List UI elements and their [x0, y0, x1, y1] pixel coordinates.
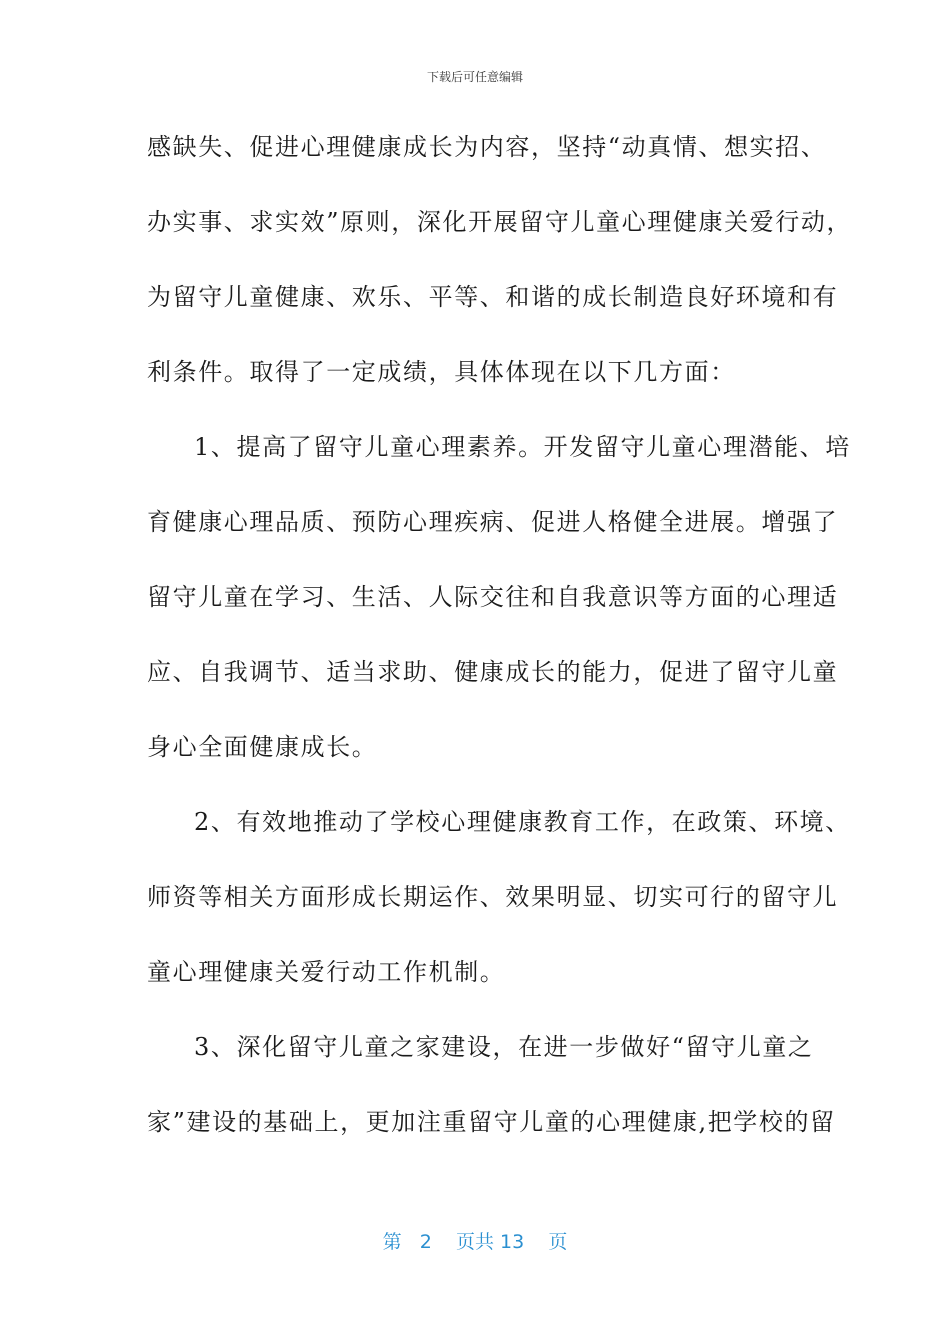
page-number-footer	[0, 1227, 950, 1254]
text-line: 留守儿童在学习、生活、人际交往和自我意识等方面的心理适	[147, 583, 839, 611]
text-line: 童心理健康关爱行动工作机制。	[147, 958, 506, 986]
text-line: 3、深化留守儿童之家建设，在进一步做好“留守儿童之	[194, 1033, 814, 1061]
text-line: 2、有效地推动了学校心理健康教育工作，在政策、环境、	[194, 808, 851, 836]
header-note: 下载后可任意编辑	[426, 70, 523, 84]
text-line: 家”建设的基础上，更加注重留守儿童的心理健康,把学校的留	[147, 1108, 836, 1136]
footer-page-end: 页	[548, 1231, 568, 1253]
text-line: 育健康心理品质、预防心理疾病、促进人格健全进展。增强了	[147, 508, 839, 536]
text-line: 师资等相关方面形成长期运作、效果明显、切实可行的留守儿	[147, 883, 839, 911]
footer-page-label: 第	[382, 1231, 402, 1253]
footer-page-mid: 页共	[455, 1231, 494, 1253]
text-line: 身心全面健康成长。	[147, 733, 378, 761]
text-line: 办实事、求实效”原则，深化开展留守儿童心理健康关爱行动，	[147, 208, 853, 236]
text-line: 感缺失、促进心理健康成长为内容，坚持“动真情、想实招、	[147, 133, 827, 161]
text-line: 1、提高了留守儿童心理素养。开发留守儿童心理潜能、培	[194, 433, 851, 461]
footer-page-total: 13	[500, 1231, 525, 1253]
footer-page-current: 2	[419, 1231, 432, 1253]
text-line: 为留守儿童健康、欢乐、平等、和谐的成长制造良好环境和有	[147, 283, 839, 311]
text-line: 利条件。取得了一定成绩，具体体现在以下几方面：	[147, 358, 736, 386]
text-line: 应、自我调节、适当求助、健康成长的能力，促进了留守儿童	[147, 658, 839, 686]
